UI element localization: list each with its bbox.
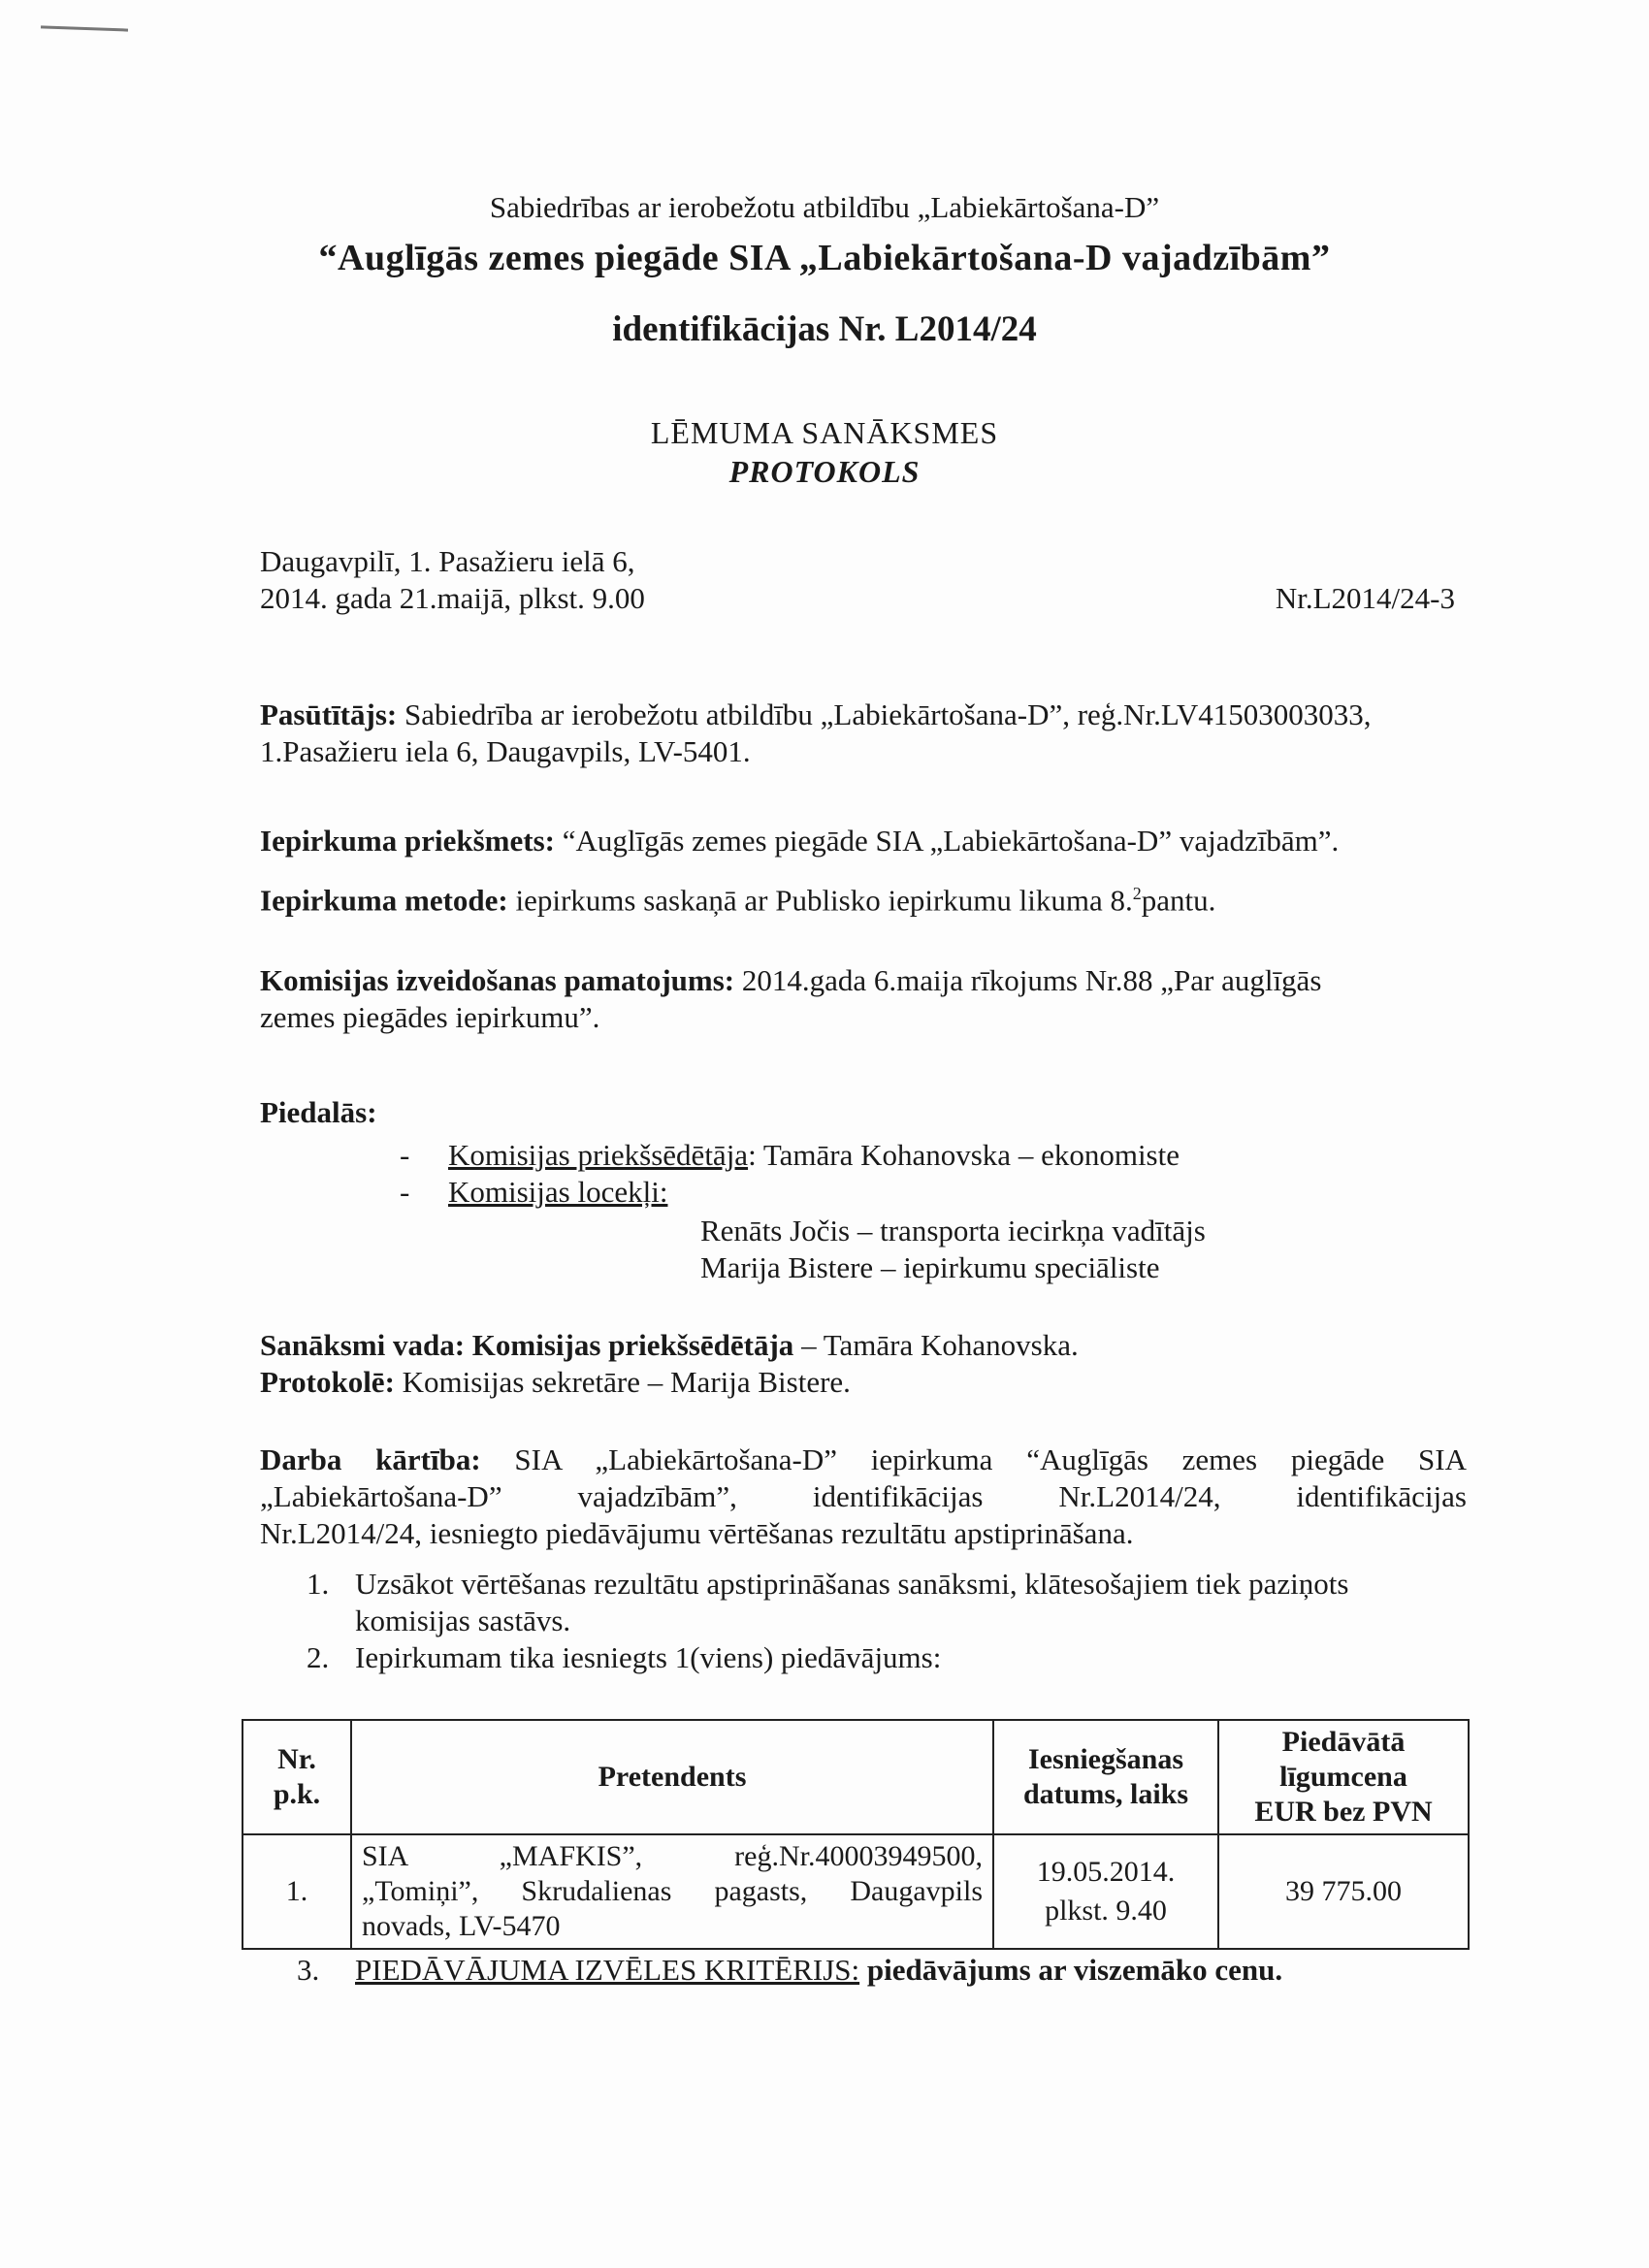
lead-text: – Tamāra Kohanovska. (793, 1328, 1079, 1362)
customer-line1: Sabiedrība ar ierobežotu atbildību „Labiekārtošana-D”, reģ.Nr.LV41503003033, (404, 697, 1372, 731)
criterion-line (355, 1952, 1282, 1989)
header-pretendents: Pretendents (351, 1720, 993, 1834)
participants-members (400, 1174, 667, 1211)
meeting-place: Daugavpilī, 1. Pasažieru ielā 6, (260, 544, 635, 578)
member-1: Renāts Jočis – transporta iecirkņa vadītājs (700, 1214, 1206, 1247)
row-nr: 1. (242, 1834, 351, 1949)
chair-label: Komisijas priekšsēdētāja (448, 1138, 749, 1172)
lead-label: Sanāksmi vada: (260, 1328, 466, 1362)
header-price: Piedāvātā līgumcena EUR bez PVN (1218, 1720, 1469, 1834)
agenda-line1: SIA „Labiekārtošana-D” iepirkuma “Auglīgās zemes piegāde SIA (514, 1442, 1467, 1476)
row-price: 39 775.00 (1218, 1834, 1469, 1949)
item-2-line1: Iepirkumam tika iesniegts 1(viens) piedāvājums: (355, 1640, 942, 1674)
subject-label: Iepirkuma priekšmets: (260, 824, 555, 858)
agenda-label: Darba kārtība: (260, 1442, 481, 1476)
customer-line2: 1.Pasažieru iela 6, Daugavpils, LV-5401. (260, 734, 751, 768)
header-date: Iesniegšanas datums, laiks (993, 1720, 1218, 1834)
protocol-title: LĒMUMA SANĀKSMES (650, 415, 999, 450)
dash: - (400, 1175, 410, 1209)
meeting-date: 2014. gada 21.maijā, plkst. 9.00 (260, 581, 645, 615)
participants-label: Piedalās: (260, 1095, 377, 1129)
offers-table (242, 1719, 1470, 1950)
organization-name: Sabiedrības ar ierobežotu atbildību „Labiekārtošana-D” (489, 190, 1160, 224)
row-pretendent: SIA „MAFKIS”, reģ.Nr.40003949500, „Tomiņi”, Skrudalienas pagasts, Daugavpils novads, LV-5470 (351, 1834, 993, 1949)
identification-number: identifikācijas Nr. L2014/24 (612, 309, 1037, 349)
customer-label: Pasūtītājs: (260, 697, 398, 731)
recorder-label: Protokolē: (260, 1365, 395, 1399)
basis-line2: zemes piegādes iepirkumu”. (260, 1000, 600, 1034)
criterion-text: piedāvājums ar viszemāko cenu. (866, 1953, 1283, 1987)
recorder-line (260, 1364, 1467, 1401)
method-label: Iepirkuma metode: (260, 883, 508, 918)
table-row (242, 1834, 1469, 1949)
item-1-line1: Uzsākot vērtēšanas rezultātu apstiprināšanas sanāksmi, klātesošajiem tiek paziņots (355, 1567, 1349, 1601)
members-label: Komisijas locekļi: (448, 1175, 668, 1209)
lead-bold: Komisijas priekšsēdētāja (471, 1328, 794, 1362)
dash: - (400, 1138, 410, 1172)
table-header-row (242, 1720, 1469, 1834)
participants-chair (400, 1137, 1180, 1174)
subject-text: “Auglīgās zemes piegāde SIA „Labiekārtošana-D” vajadzībām”. (562, 824, 1340, 858)
chair-text: : Tamāra Kohanovska – ekonomiste (748, 1138, 1180, 1172)
method-sup: 2 (1132, 884, 1142, 903)
basis-label: Komisijas izveidošanas pamatojums: (260, 963, 735, 997)
method-text: iepirkums saskaņā ar Publisko iepirkumu likuma 8. (515, 883, 1133, 918)
item-2-number: 2. (307, 1640, 330, 1674)
agenda-block (260, 1442, 1467, 1552)
item-1-number: 1. (307, 1567, 330, 1601)
basis-line1: 2014.gada 6.maija rīkojums Nr.88 „Par auglīgās (741, 963, 1322, 997)
method-line (260, 875, 1467, 919)
scan-mark (41, 25, 128, 31)
method-text-after: pantu. (1141, 883, 1216, 918)
item-1-line2: komisijas sastāvs. (355, 1604, 571, 1637)
basis-block (260, 962, 1467, 1036)
customer-block (260, 697, 1467, 770)
criterion-number: 3. (297, 1953, 320, 1987)
row-date: 19.05.2014. plkst. 9.40 (993, 1834, 1218, 1949)
header-nr: Nr. p.k. (242, 1720, 351, 1834)
protocol-subtitle: PROTOKOLS (728, 454, 921, 489)
agenda-line3: Nr.L2014/24, iesniegto piedāvājumu vērtēšanas rezultātu apstiprināšana. (260, 1516, 1134, 1550)
criterion-label: PIEDĀVĀJUMA IZVĒLES KRITĒRIJS: (355, 1953, 860, 1987)
member-2: Marija Bistere – iepirkumu speciāliste (700, 1250, 1160, 1284)
protocol-number: Nr.L2014/24-3 (1275, 581, 1455, 615)
lead-line (260, 1327, 1467, 1364)
subject-line (260, 823, 1467, 859)
agenda-line2: „Labiekārtošana-D” vajadzībām”, identifikācijas Nr.L2014/24, identifikācijas (260, 1479, 1467, 1513)
procurement-title: “Auglīgās zemes piegāde SIA „Labiekārtošana-D vajadzībām” (318, 238, 1331, 278)
recorder-text: Komisijas sekretāre – Marija Bistere. (394, 1365, 851, 1399)
